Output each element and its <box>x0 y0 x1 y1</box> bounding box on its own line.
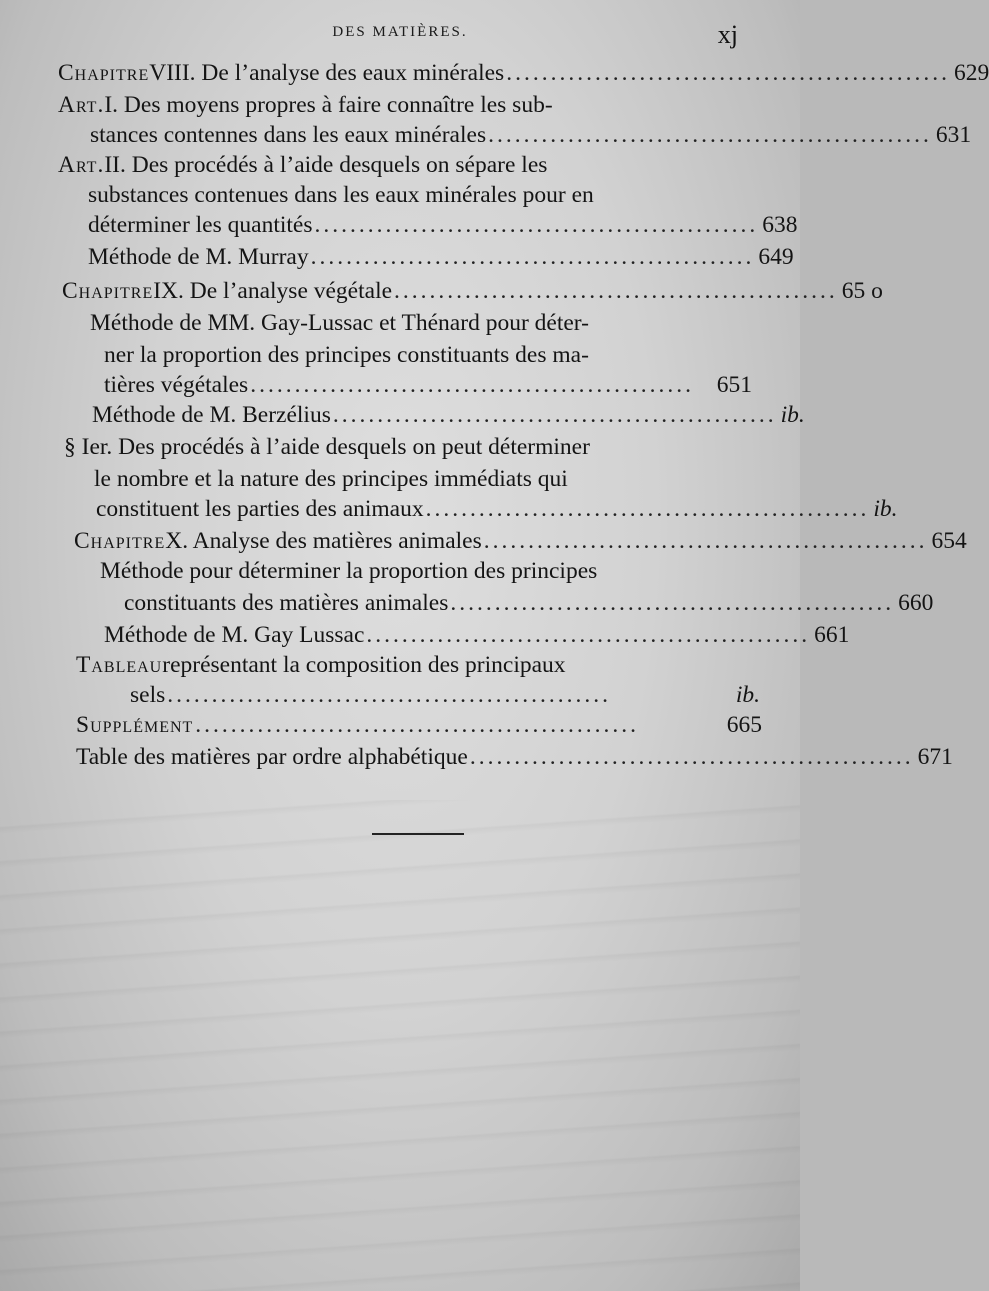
toc-entry-text: tières végétales <box>104 372 249 398</box>
section-divider-rule <box>372 833 464 835</box>
toc-entry <box>104 620 850 650</box>
toc-page-number: 660 <box>898 590 934 616</box>
page-header <box>0 22 800 52</box>
leader-dots: .................................................. <box>366 622 811 648</box>
toc-entry-continuation <box>88 180 746 210</box>
toc-entry-text: VIII. De l’analyse des eaux minérales <box>149 60 505 86</box>
toc-entry-text: constituent les parties des animaux <box>96 496 424 522</box>
toc-entry-text: Méthode de MM. Gay-Lussac et Thénard pour déter- <box>90 310 589 336</box>
leader-dots: .................................................. <box>469 744 914 770</box>
toc-entry-text: Méthode de M. Berzélius <box>92 402 331 428</box>
leader-dots: .................................................. <box>250 372 694 398</box>
toc-entry-text: § Ier. Des procédés à l’aide desquels on peut déterminer <box>64 434 590 460</box>
toc-entry <box>76 710 762 740</box>
toc-entry-text: I. Des moyens propres à faire connaître les sub- <box>104 92 553 118</box>
toc-entry-continuation <box>90 120 972 150</box>
toc-entry-text: II. Des procédés à l’aide desquels on sépare les <box>104 152 548 178</box>
toc-entry-text: constituants des matières animales <box>124 590 449 616</box>
toc-entry <box>90 308 750 338</box>
toc-entry <box>64 432 750 462</box>
toc-heading-label: Chapitre <box>74 528 166 554</box>
toc-entry-text: Table des matières par ordre alphabétique <box>76 744 468 770</box>
toc-entry <box>74 526 967 556</box>
toc-entry <box>92 400 805 430</box>
toc-page-number: 671 <box>917 744 953 770</box>
leader-dots: .................................................. <box>425 496 870 522</box>
toc-page-number: 661 <box>814 622 850 648</box>
toc-entry-continuation <box>130 680 760 710</box>
toc-entry-text: déterminer les quantités <box>88 212 313 238</box>
toc-page-number: ib. <box>735 682 760 708</box>
toc-page-number: 649 <box>758 244 794 270</box>
toc-entry-continuation <box>94 464 748 494</box>
leader-dots: .................................................. <box>310 244 755 270</box>
toc-entry-text: substances contenues dans les eaux minérales pour en <box>88 182 594 208</box>
toc-page-number: ib. <box>780 402 805 428</box>
toc-entry-continuation <box>88 210 798 240</box>
toc-heading-label: Chapitre <box>58 60 150 86</box>
toc-page-number: 631 <box>935 122 972 148</box>
toc-page-number: ib. <box>873 496 898 522</box>
toc-entry-text: Méthode de M. Gay Lussac <box>104 622 365 648</box>
toc-page-number: 638 <box>762 212 798 238</box>
leader-dots: .................................................. <box>394 278 838 304</box>
toc-entry-continuation <box>104 370 752 400</box>
toc-entry-text: Méthode de M. Murray <box>88 244 309 270</box>
toc-entry <box>62 276 883 306</box>
toc-page-number: 629 <box>953 60 989 86</box>
toc-entry <box>76 650 742 680</box>
toc-entry <box>88 242 794 272</box>
leader-dots: .................................................. <box>332 402 777 428</box>
toc-page-number: 665 <box>726 712 762 738</box>
toc-heading-label: Chapitre <box>62 278 154 304</box>
toc-heading-label: Art. <box>58 92 105 118</box>
leader-dots: .................................................. <box>483 528 928 554</box>
toc-entry <box>76 742 953 772</box>
toc-entry-text: sels <box>130 682 166 708</box>
toc-heading-label: Supplément <box>76 712 194 738</box>
toc-page-number: 654 <box>931 528 967 554</box>
toc-entry <box>58 150 744 180</box>
toc-entry <box>58 90 742 120</box>
toc-entry-continuation <box>96 494 898 524</box>
toc-heading-label: Tableau <box>76 652 163 678</box>
toc-entry <box>58 58 989 88</box>
toc-entry-text: X. Analyse des matières animales <box>165 528 482 554</box>
running-title: DES MATIÈRES. <box>332 24 468 40</box>
toc-entry-text: IX. De l’analyse végétale <box>153 278 393 304</box>
toc-entry-continuation <box>104 340 750 370</box>
leader-dots: .................................................. <box>167 682 611 708</box>
toc-entry-text: représentant la composition des principaux <box>162 652 566 678</box>
toc-entry-text: stances contennes dans les eaux minérales <box>90 122 487 148</box>
toc-entry-text: le nombre et la nature des principes immédiats qui <box>94 466 568 492</box>
toc-entry-text: Méthode pour déterminer la proportion des principes <box>100 558 598 584</box>
leader-dots: .................................................. <box>506 60 950 86</box>
bleed-through-text <box>0 800 800 1291</box>
toc-heading-label: Art. <box>58 152 105 178</box>
toc-entry-text: ner la proportion des principes constituants des ma- <box>104 342 589 368</box>
toc-page-number: 651 <box>716 372 752 398</box>
leader-dots: .................................................. <box>314 212 759 238</box>
page-number: xj <box>717 20 738 49</box>
toc-page-number: 65 o <box>841 278 883 304</box>
leader-dots: .................................................. <box>488 122 932 148</box>
leader-dots: .................................................. <box>450 590 895 616</box>
toc-entry-continuation <box>124 588 934 618</box>
leader-dots: .................................................. <box>195 712 640 738</box>
toc-entry <box>100 556 738 586</box>
